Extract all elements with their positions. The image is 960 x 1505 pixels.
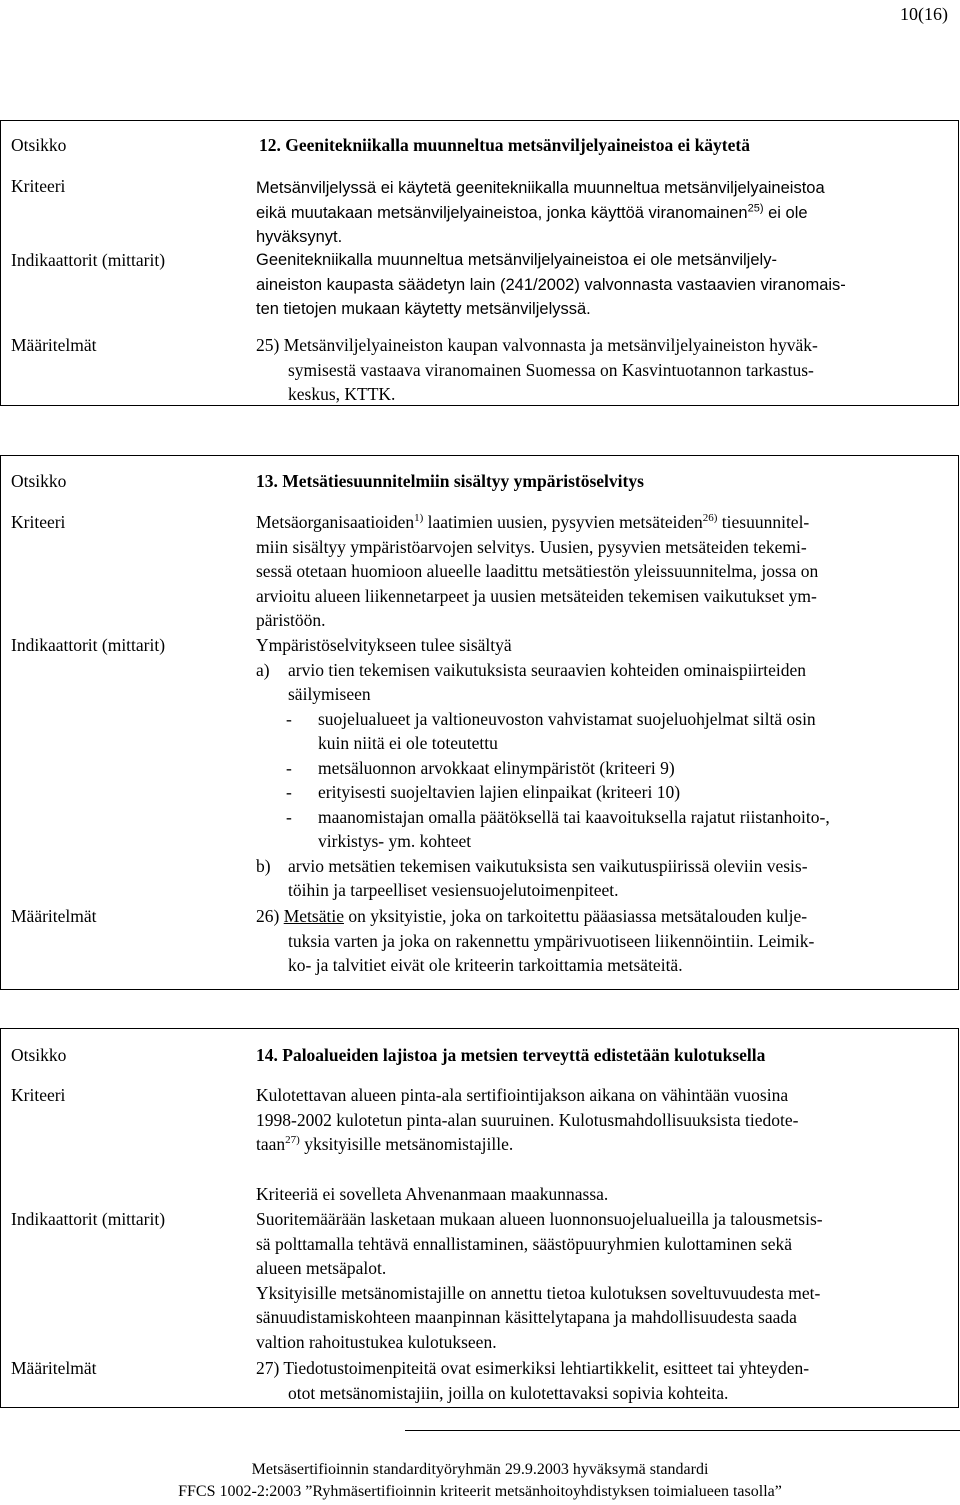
text-line: aineiston kaupasta säädetyn lain (241/2002) valvonnasta vastaavien viranomais-: [256, 275, 846, 294]
page-number: 10(16): [900, 4, 948, 24]
text-line: sä polttamalla tehtävä ennallistaminen, säästöpuuryhmien kulottaminen sekä: [256, 1233, 793, 1254]
footer-line-1: Metsäsertifioinnin standardityöryhmän 29.9.2003 hyväksymä standardi: [251, 1461, 709, 1478]
text-line: tuksia varten ja joka on rakennettu ympärivuotiseen liikennöintiin. Leimik-: [288, 930, 815, 951]
text-line: Metsänviljelyssä ei käytetä geenitekniikalla muunneltua metsänviljelyaineistoa: [256, 179, 825, 197]
text-line: Yksityisille metsänomistajille on annettu tietoa kulotuksen soveltuvuudesta met-: [256, 1282, 821, 1303]
section-12: [0, 120, 959, 406]
criterion-text: [256, 1083, 948, 1157]
label-maaritelmat: Määritelmät: [11, 906, 97, 926]
section-title: 14. Paloalueiden lajistoa ja metsien terveyttä edistetään kulotuksella: [256, 1045, 766, 1065]
text-line: Suoritemäärään lasketaan mukaan alueen luonnonsuojelualueilla ja talousmetsis-: [256, 1209, 823, 1229]
list-item: a) arvio tien tekemisen vaikutuksista seuraavien kohteiden ominaispiirteiden säilymiseen: [256, 658, 948, 707]
footer-divider: [405, 1430, 960, 1431]
text-line: Ympäristöselvitykseen tulee sisältyä: [256, 635, 512, 655]
text-line: taan$^{27)}$ yksityisille metsänomistajille.: [256, 1134, 514, 1154]
footnote-ref: 26): [702, 512, 718, 525]
list-item: - suojelualueet ja valtioneuvoston vahvistamat suojeluohjelmat siltä osin kuin niitä ei ole toteutettu: [256, 707, 948, 756]
label-maaritelmat: Määritelmät: [11, 335, 97, 355]
text-line: arvioitu alueen liikennetarpeet ja uusien metsäteiden tekemisen vaikutukset ym-: [256, 585, 817, 606]
footnote-ref: 27): [285, 1134, 300, 1147]
text-line: sänuudistamiskohteen maanpinnan käsittelytapana ja mahdollisuudesta saada: [256, 1307, 797, 1327]
item-marker: a): [256, 659, 270, 680]
text-line: hyväksynyt.: [256, 228, 343, 246]
definitions-text: [256, 904, 948, 978]
text-line: sessä otetaan huomioon alueelle laadittu metsätiestön yleissuunnitelma, jossa on: [256, 561, 819, 581]
label-kriteeri: Kriteeri: [11, 176, 66, 196]
footnote-ref: 25): [747, 202, 764, 214]
footer-line-2: FFCS 1002-2:2003 ”Ryhmäsertifioinnin kriteerit metsänhoitoyhdistyksen toimialueen tasolla”: [178, 1483, 782, 1500]
label-otsikko: Otsikko: [11, 135, 67, 155]
text-line: symisestä vastaava viranomainen Suomessa on Kasvintuotannon tarkastus-: [288, 359, 814, 380]
section-title: 12. Geenitekniikalla muunneltua metsänviljelyaineistoa ei käytetä: [259, 135, 750, 155]
text-line: 25) Metsänviljelyaineiston kaupan valvonnasta ja metsänviljelyaineiston hyväk-: [256, 335, 818, 355]
indicators-text: [256, 1207, 948, 1354]
dash-marker: -: [286, 708, 292, 729]
label-otsikko: Otsikko: [11, 1045, 67, 1065]
text-line: ko- ja talvitiet eivät ole kriteerin tarkoittamia metsäteitä.: [288, 955, 683, 975]
criterion-text: [256, 176, 948, 250]
text-line: 26) Metsätie on yksityistie, joka on tarkoitettu pääasiassa metsätalouden kulje-: [256, 906, 808, 926]
section-14: [0, 1028, 959, 1408]
dash-marker: -: [286, 782, 292, 802]
text-line: 1998-2002 kulotetun pinta-alan suuruinen. Kulotusmahdollisuuksista tiedote-: [256, 1109, 799, 1130]
label-indikaattorit: Indikaattorit (mittarit): [11, 1209, 166, 1229]
criterion-note: Kriteeriä ei sovelleta Ahvenanmaan maakunnassa.: [256, 1184, 609, 1204]
label-indikaattorit: Indikaattorit (mittarit): [11, 250, 166, 270]
text-line: miin sisältyy ympäristöarvojen selvitys. Uusien, pysyvien metsäteiden tekemi-: [256, 536, 807, 557]
text-line: Geenitekniikalla muunneltua metsänviljelyaineistoa ei ole metsänviljely-: [256, 251, 777, 269]
list-item: - metsäluonnon arvokkaat elinympäristöt (kriteeri 9): [256, 756, 948, 781]
text-line: Kulotettavan alueen pinta-ala sertifiointijakson aikana on vähintään vuosina: [256, 1085, 789, 1105]
footnote-ref: 1): [414, 512, 424, 525]
label-indikaattorit: Indikaattorit (mittarit): [11, 635, 166, 655]
text-line: valtion rahoitustukea kulotukseen.: [256, 1331, 497, 1352]
text-line: eikä muutakaan metsänviljelyaineistoa, jonka käyttöä viranomainen$^{25)}$ ei ole: [256, 202, 808, 222]
text-line: keskus, KTTK.: [288, 384, 396, 404]
text-line: päristöön.: [256, 610, 326, 630]
text-line: ten tietojen mukaan käytetty metsänviljelyssä.: [256, 300, 591, 318]
list-item: - maanomistajan omalla päätöksellä tai kaavoituksella rajatut riistanhoito-, virkistys- ym. kohteet: [256, 805, 948, 854]
definitions-text: [256, 333, 948, 407]
dash-marker: -: [286, 806, 292, 827]
label-otsikko: Otsikko: [11, 471, 67, 491]
text-line: otot metsänomistajiin, joilla on kulotettavaksi sopivia kohteita.: [288, 1382, 729, 1403]
text-line: Metsäorganisaatioiden$^{1)}$ laatimien uusien, pysyvien metsäteiden$^{26)}$ tiesuunnitel-: [256, 512, 810, 532]
label-kriteeri: Kriteeri: [11, 1085, 66, 1105]
section-title: 13. Metsätiesuunnitelmiin sisältyy ympäristöselvitys: [256, 471, 644, 491]
list-item: b) arvio metsätien tekemisen vaikutuksista sen vaikutuspiirissä oleviin vesis- töihin ja tarpeelliset vesiensuojelutoimenpiteet.: [256, 854, 948, 903]
indicators-text: [256, 248, 948, 322]
section-13: [0, 455, 959, 990]
definitions-text: [256, 1356, 948, 1405]
label-kriteeri: Kriteeri: [11, 512, 66, 532]
item-marker: b): [256, 855, 271, 876]
indicators-text: [256, 633, 948, 903]
text-line: alueen metsäpalot.: [256, 1258, 387, 1278]
list-item: - erityisesti suojeltavien lajien elinpaikat (kriteeri 10): [256, 780, 948, 805]
defined-term: Metsätie: [283, 906, 344, 926]
text-line: 27) Tiedotustoimenpiteitä ovat esimerkiksi lehtiartikkelit, esitteet tai yhteyden-: [256, 1358, 810, 1378]
criterion-text: [256, 510, 948, 633]
label-maaritelmat: Määritelmät: [11, 1358, 97, 1378]
dash-marker: -: [286, 757, 292, 778]
